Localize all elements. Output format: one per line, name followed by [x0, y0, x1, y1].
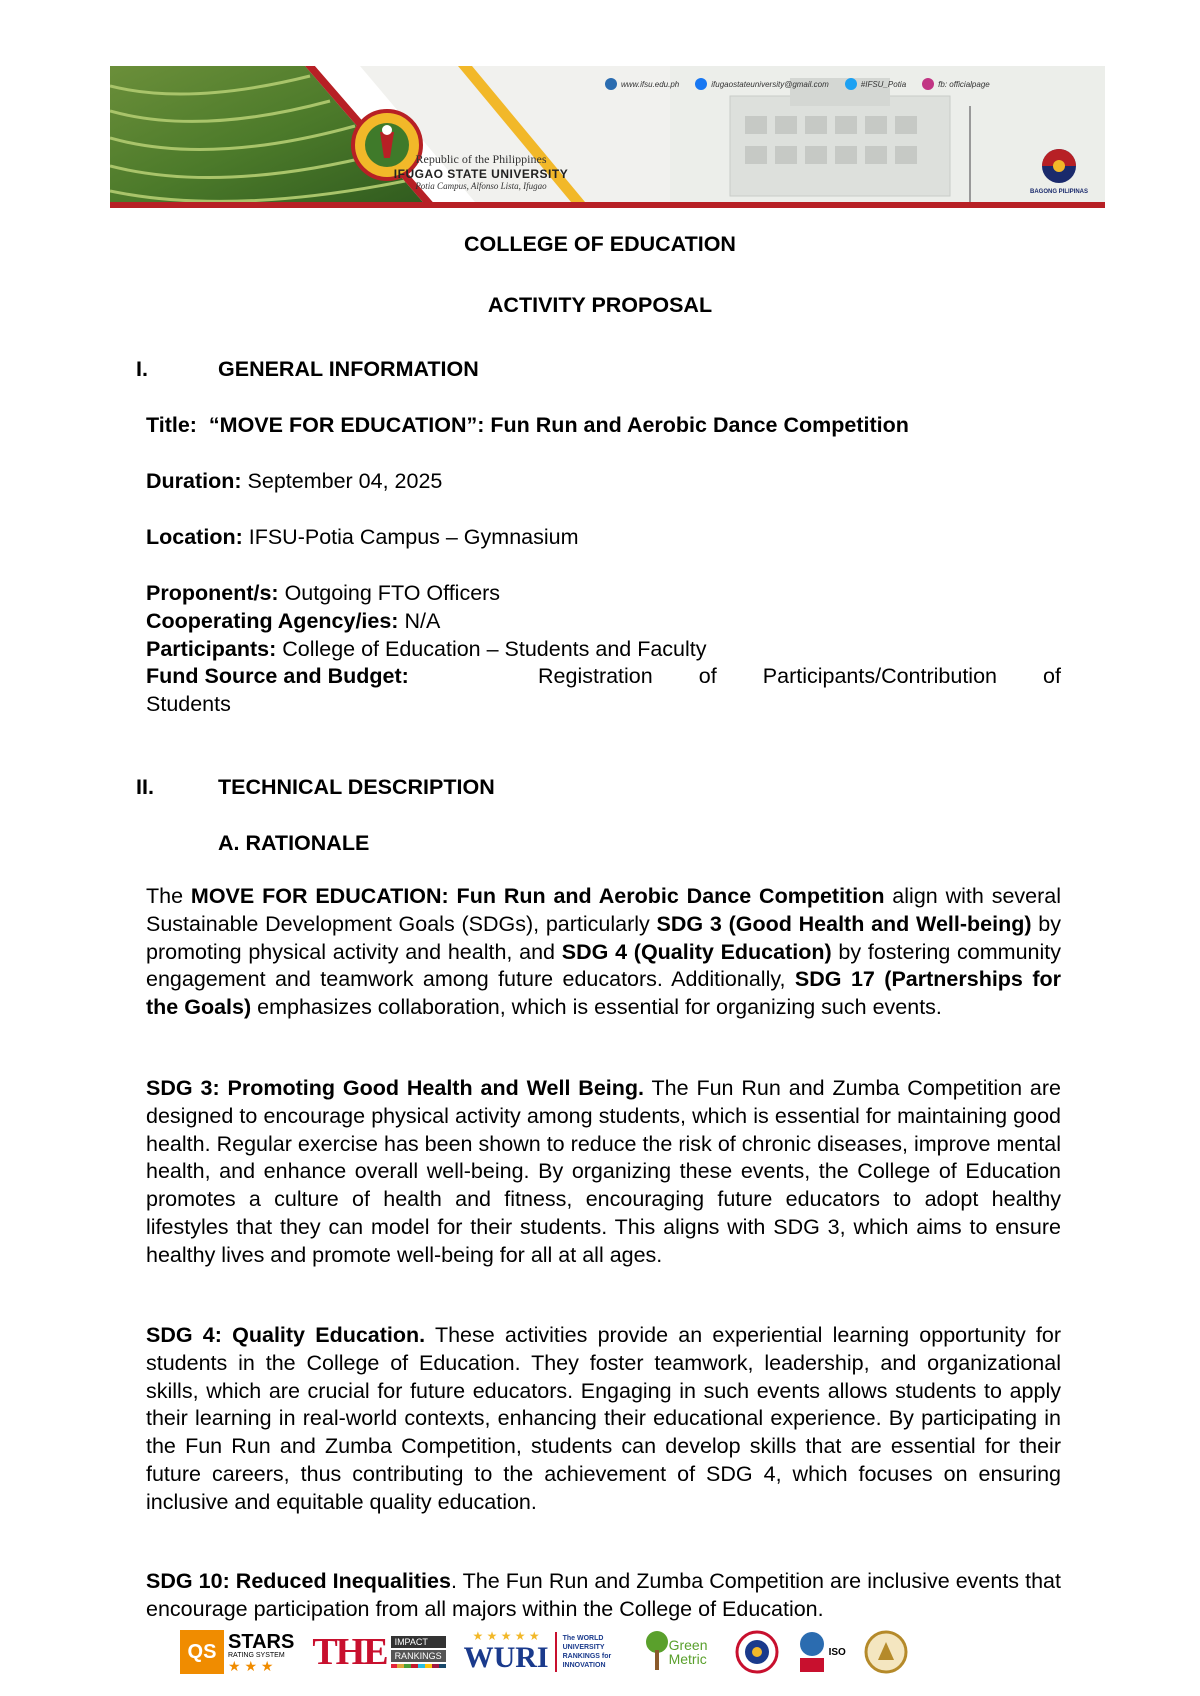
stars-text: STARS: [228, 1630, 295, 1653]
field-label: Location:: [146, 525, 243, 549]
field-label: Participants:: [146, 637, 277, 661]
republic-text: Republic of the Philippines: [415, 152, 547, 166]
instagram-icon: [922, 78, 934, 90]
duration-field: [146, 469, 1061, 494]
wuri-stars-icon: ★ ★ ★ ★ ★: [472, 1629, 540, 1643]
the-text: THE: [312, 1631, 387, 1673]
rankings-text: RANKINGS: [391, 1650, 446, 1662]
field-value: September 04, 2025: [247, 469, 443, 493]
sdg-color-strip: [391, 1664, 446, 1668]
greenmetric-logo: [645, 1626, 717, 1678]
field-value: IFSU-Potia Campus – Gymnasium: [248, 525, 579, 549]
participants-field: [146, 637, 1061, 662]
fund-field: [146, 663, 1061, 719]
twitter-contact[interactable]: #IFSU_Potia: [845, 78, 906, 90]
sdg3-paragraph: SDG 3: Promoting Good Health and Well Being. The Fun Run and Zumba Competition are designed to encourage physical activity among students, which is essential for maintaining good health. Regular exercise has been shown to reduce the risk of chronic diseases, improve mental health, and enhance overall well-being. By organizing these events, the College of Education promotes a culture of health and fitness, encouraging future educators to adopt healthy lifestyles that they can model for their students. This aligns with SDG 3, which aims to ensure healthy lives and promote well-being for all at all ages.: [146, 1076, 1061, 1267]
field-label: Fund Source and Budget:: [146, 664, 409, 688]
contact-strip: [605, 78, 990, 90]
fund-value-line2: Students: [146, 691, 231, 716]
field-label: Duration:: [146, 469, 242, 493]
section-title: TECHNICAL DESCRIPTION: [218, 775, 495, 799]
iso-logo: [797, 1626, 846, 1678]
sdg10-paragraph: SDG 10: Reduced Inequalities. The Fun Run and Zumba Competition are inclusive events that encourage participation from all majors within the College of Education.: [146, 1569, 1061, 1621]
instagram-contact[interactable]: fb: officialpage: [922, 78, 990, 90]
campus-text: Potia Campus, Alfonso Lista, Ifugao: [415, 181, 547, 191]
field-value: College of Education – Students and Faculty: [282, 637, 707, 661]
fund-value-line1: Registration of Participants/Contribution of: [538, 664, 1061, 688]
rationale-paragraph-1: The MOVE FOR EDUCATION: Fun Run and Aerobic Dance Competition align with several Sustainable Development Goals (SDGs), particularly SDG 3 (Good Health and Well-being) by promoting physical activity and health, and SDG 4 (Quality Education) by fostering community engagement and teamwork among future educators. Additionally, SDG 17 (Partnerships for the Goals) emphasizes collaboration, which is essential for organizing such events.: [146, 884, 1061, 1020]
university-name-block: [336, 152, 626, 191]
section-technical-description: [136, 775, 495, 800]
field-label: Title:: [146, 413, 197, 437]
facebook-icon: [695, 78, 707, 90]
greenmetric-text: Green Metric: [668, 1637, 708, 1667]
section-general-information: [136, 357, 479, 382]
field-label: Proponent/s:: [146, 581, 279, 605]
banner-stripe: [110, 202, 1105, 208]
field-value: “MOVE FOR EDUCATION”: Fun Run and Aerobic Dance Competition: [208, 413, 909, 437]
accreditation-logos: [180, 1622, 1050, 1682]
field-value: Outgoing FTO Officers: [284, 581, 501, 605]
iso-text: ISO: [828, 1646, 846, 1658]
iso-certification-icon: [797, 1630, 827, 1674]
wuri-logo: [464, 1626, 627, 1678]
bagong-pilipinas-logo: BAGONG PILIPINAS: [1027, 144, 1091, 204]
university-name: IFUGAO STATE UNIVERSITY: [393, 167, 569, 181]
star-rating-icons: ★ ★ ★: [228, 1657, 274, 1674]
rationale-heading: A. RATIONALE: [218, 831, 370, 855]
document-type-title: ACTIVITY PROPOSAL: [487, 293, 713, 317]
the-impact-logo: [312, 1626, 445, 1678]
title-field: [146, 413, 1061, 438]
wuri-caption: The WORLD UNIVERSITY RANKINGS for INNOVATION: [562, 1635, 612, 1669]
section-title: GENERAL INFORMATION: [218, 357, 479, 381]
qs-badge: QS: [180, 1630, 224, 1674]
website-contact[interactable]: www.ifsu.edu.ph: [605, 78, 679, 90]
tree-icon: [645, 1630, 669, 1674]
agency-field: [146, 609, 1061, 634]
qs-stars-logo: [180, 1626, 294, 1678]
header-banner: [110, 66, 1105, 208]
location-field: [146, 525, 1061, 550]
facebook-contact[interactable]: ifugaostateuniversity@gmail.com: [695, 78, 829, 90]
field-label: Cooperating Agency/ies:: [146, 609, 399, 633]
globe-icon: [605, 78, 617, 90]
stars-subtext: RATING SYSTEM: [228, 1651, 285, 1659]
college-title: COLLEGE OF EDUCATION: [464, 232, 736, 256]
wuri-text: WURI: [463, 1641, 549, 1674]
sdg4-paragraph: SDG 4: Quality Education. These activities provide an experiential learning opportunity for students in the College of Education. They foster teamwork, leadership, and organizational skills, which are crucial for future educators. Engaging in such events allows students to apply their learning in real-world contexts, enhancing their educational experience. By participating in the Fun Run and Zumba Competition, students can develop skills that are essential for their future careers, thus contributing to the achievement of SDG 4, which focuses on ensuring inclusive and equitable quality education.: [146, 1323, 1061, 1514]
impact-text: IMPACT: [391, 1636, 446, 1648]
seal-logo-2: [864, 1626, 908, 1678]
seal-logo-1: [735, 1626, 779, 1678]
proponents-field: [146, 581, 1061, 606]
section-number: II.: [136, 775, 154, 799]
twitter-icon: [845, 78, 857, 90]
field-value: N/A: [404, 609, 441, 633]
section-number: I.: [136, 357, 148, 381]
